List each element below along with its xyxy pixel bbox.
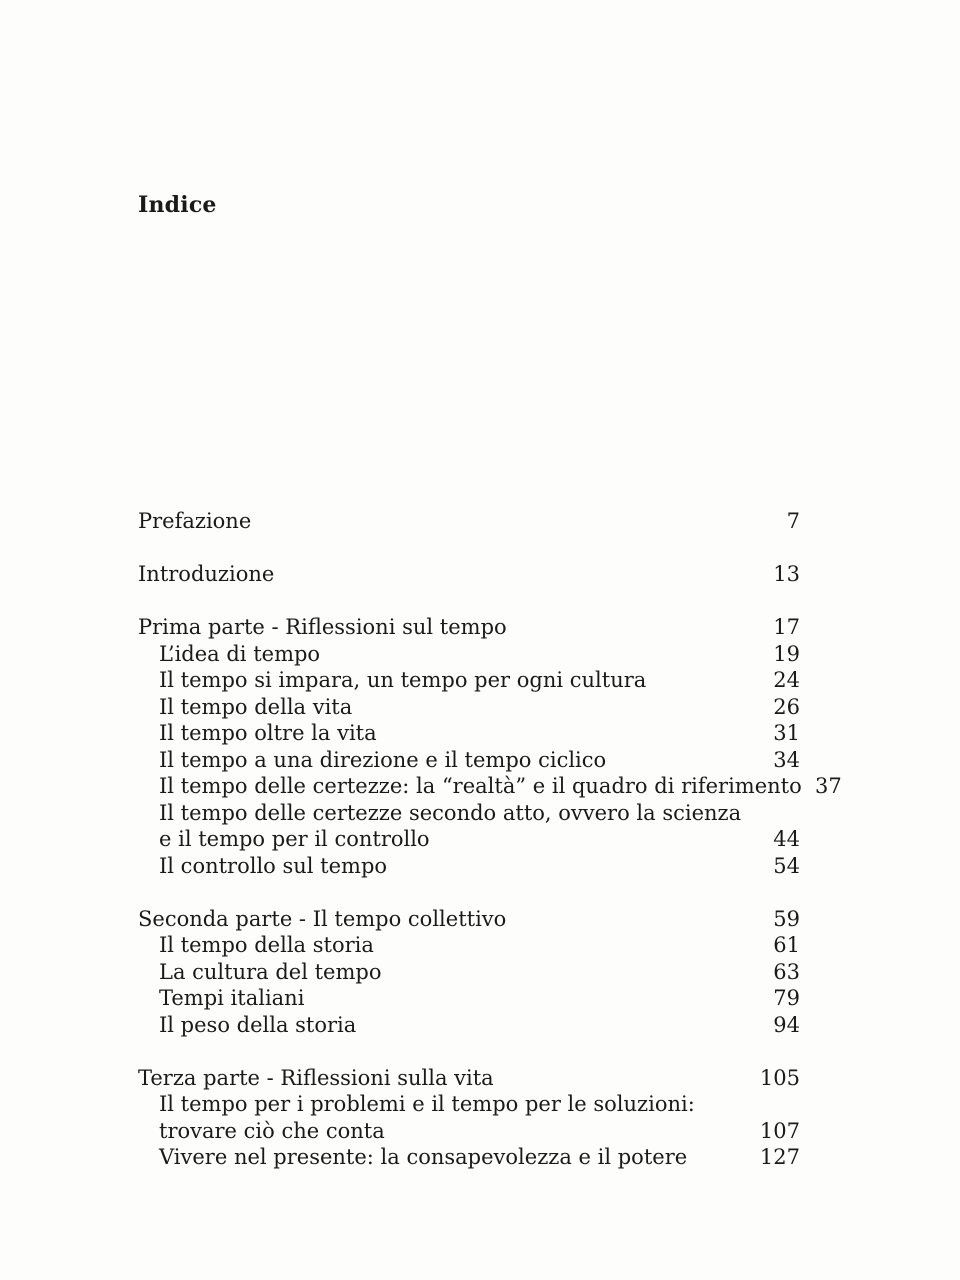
toc-entry-page: 34 xyxy=(773,747,800,772)
toc-section-prefazione xyxy=(138,508,800,535)
toc-entry[interactable] xyxy=(138,667,800,694)
toc-entry-label: Introduzione xyxy=(138,562,275,586)
toc-entry[interactable] xyxy=(138,1012,800,1039)
toc-entry-page: 19 xyxy=(773,641,800,666)
toc-part-heading[interactable] xyxy=(138,614,800,641)
toc-entry[interactable] xyxy=(138,747,800,774)
toc-entry-page: 13 xyxy=(773,562,800,586)
toc-entry-label: Il tempo della vita xyxy=(159,694,353,719)
toc-entry[interactable] xyxy=(138,641,800,668)
toc-section-prima-parte xyxy=(138,614,842,879)
toc-entry-label: Il tempo delle certezze: la “realtà” e il quadro di riferimento xyxy=(159,774,802,798)
toc-entry[interactable] xyxy=(138,508,800,535)
toc-entry-page: 31 xyxy=(773,721,800,745)
toc-entry[interactable] xyxy=(138,1091,800,1118)
toc-entry-label: Tempi italiani xyxy=(159,986,305,1010)
toc-entry-label: Il peso della storia xyxy=(159,1012,357,1037)
toc-entry-page: 105 xyxy=(759,1065,800,1090)
toc-section-seconda-parte xyxy=(138,906,800,1039)
toc-entry-label: trovare ciò che conta xyxy=(159,1118,385,1143)
toc-entry-label: Il tempo per i problemi e il tempo per le soluzioni: xyxy=(159,1092,695,1116)
toc-entry-page: 63 xyxy=(773,959,800,984)
toc-entry-label: Il controllo sul tempo xyxy=(159,853,388,878)
toc-entry[interactable] xyxy=(138,853,800,880)
toc-entry-label: L’idea di tempo xyxy=(159,641,321,666)
toc-entry-label: Il tempo delle certezze secondo atto, ovvero la scienza xyxy=(159,800,742,825)
toc-entry-label: Il tempo a una direzione e il tempo ciclico xyxy=(159,747,607,772)
toc-entry-page: 17 xyxy=(773,615,800,639)
toc-entry[interactable] xyxy=(138,959,800,986)
toc-entry-page: 107 xyxy=(759,1118,800,1143)
toc-entry-page: 7 xyxy=(786,509,800,533)
toc-entry-label: Seconda parte - Il tempo collettivo xyxy=(138,906,507,931)
toc-entry-page: 44 xyxy=(773,827,800,851)
toc-part-heading[interactable] xyxy=(138,1065,800,1092)
toc-entry-page: 59 xyxy=(773,906,800,931)
toc-entry-page: 26 xyxy=(773,694,800,719)
toc-entry-label: Il tempo oltre la vita xyxy=(159,721,377,745)
toc-entry-page: 24 xyxy=(773,668,800,692)
toc-entry[interactable] xyxy=(138,826,800,853)
toc-entry[interactable] xyxy=(138,985,800,1012)
toc-entry[interactable] xyxy=(138,720,800,747)
toc-entry-page: 79 xyxy=(773,986,800,1010)
toc-entry-page: 54 xyxy=(773,853,800,878)
toc-entry[interactable] xyxy=(138,561,800,588)
toc-entry-label: Terza parte - Riflessioni sulla vita xyxy=(138,1065,494,1090)
toc-entry-page: 127 xyxy=(759,1145,800,1169)
toc-entry[interactable] xyxy=(138,932,800,959)
toc-section-terza-parte xyxy=(138,1065,800,1171)
toc-part-heading[interactable] xyxy=(138,906,800,933)
toc-entry-label: La cultura del tempo xyxy=(159,959,382,984)
toc-entry[interactable] xyxy=(138,694,800,721)
toc-entry[interactable] xyxy=(138,1118,800,1145)
toc-section-introduzione xyxy=(138,561,800,588)
toc-entry-page: 94 xyxy=(773,1012,800,1037)
toc-entry-label: Prefazione xyxy=(138,509,252,533)
toc-entry[interactable] xyxy=(138,800,800,827)
toc-entry[interactable] xyxy=(138,1144,800,1171)
toc-entry-label: Vivere nel presente: la consapevolezza e il potere xyxy=(159,1145,688,1169)
toc-entry-label: e il tempo per il controllo xyxy=(159,827,430,851)
toc-entry-label: Prima parte - Riflessioni sul tempo xyxy=(138,615,507,639)
toc-entry-label: Il tempo della storia xyxy=(159,933,374,957)
toc-entry-page: 37 xyxy=(815,774,842,798)
toc-entry-label: Il tempo si impara, un tempo per ogni cultura xyxy=(159,668,647,692)
table-of-contents xyxy=(138,508,842,1197)
toc-entry[interactable] xyxy=(138,773,842,800)
page-title: Indice xyxy=(138,192,217,218)
toc-entry-page: 61 xyxy=(773,933,800,957)
